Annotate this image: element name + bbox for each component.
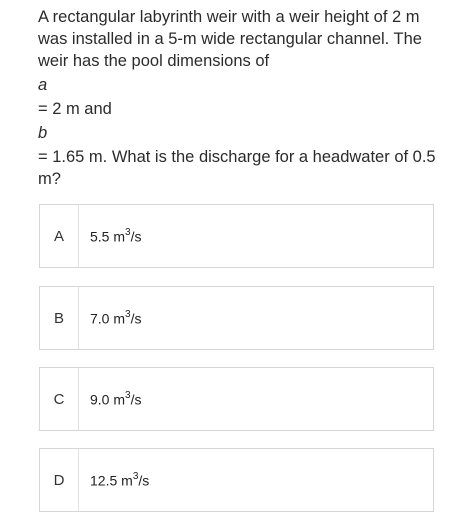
option-c[interactable] — [39, 367, 434, 431]
question-text — [38, 6, 438, 190]
option-letter: D — [53, 471, 65, 489]
option-letter: A — [53, 227, 64, 245]
option-divider — [78, 287, 79, 349]
question-line-2: = 2 m and — [38, 100, 112, 118]
option-letter: B — [53, 309, 64, 327]
option-d[interactable] — [39, 448, 434, 512]
option-divider — [78, 368, 79, 430]
option-divider — [78, 449, 79, 511]
option-divider — [78, 205, 79, 267]
option-answer: 7.0 $m^3/s$ — [90, 308, 142, 327]
option-b[interactable] — [39, 286, 434, 350]
option-a[interactable] — [39, 204, 434, 268]
variable-b: b — [38, 124, 48, 142]
option-answer: 9.0 $m^3/s$ — [90, 389, 142, 408]
question-line-3: = 1.65 m. What is the discharge for a headwater of 0.5 m? — [38, 148, 436, 188]
variable-a: a — [38, 76, 48, 94]
option-answer: 12.5 $m^3/s$ — [90, 470, 150, 489]
question-line-1: A rectangular labyrinth weir with a weir height of 2 m was installed in a 5-m wide rectangular channel. The weir has the pool dimensions of — [38, 8, 422, 70]
option-letter: C — [53, 390, 65, 408]
option-answer: 5.5 $m^3/s$ — [90, 226, 142, 245]
